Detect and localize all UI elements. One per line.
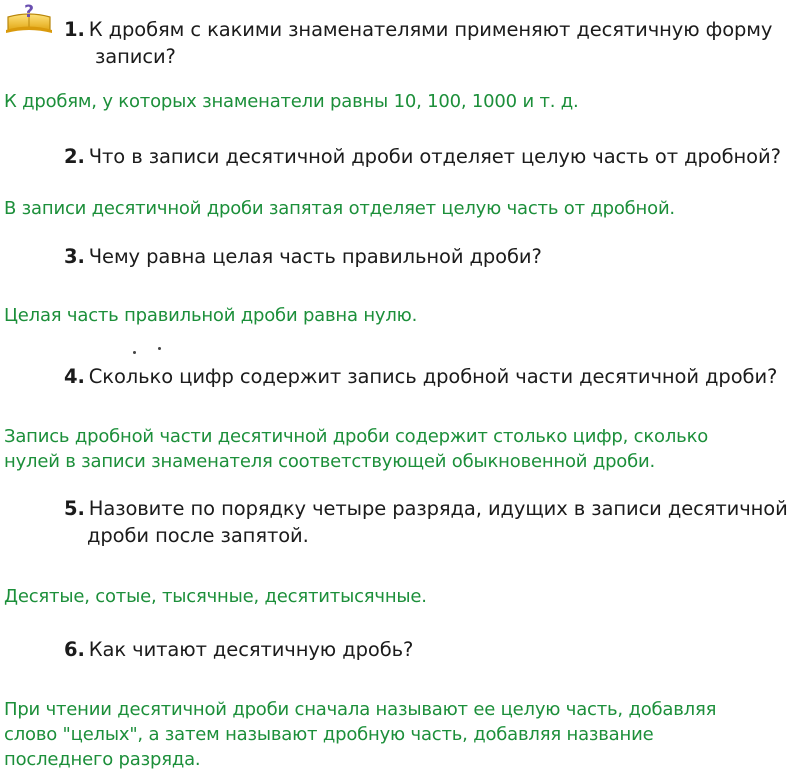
answer-text: Запись дробной части десятичной дроби содержит столько цифр, сколько [4,426,709,447]
answer-text: слово "целых", а затем называют дробную часть, добавляя название [4,724,654,745]
question-number: 2. [64,145,85,168]
answer-text: При чтении десятичной дроби сначала называют ее целую часть, добавляя [4,699,717,720]
question-number: 3. [64,245,85,268]
svg-text:?: ? [24,2,34,22]
answer-5 [4,584,427,609]
question-book-icon [2,2,56,36]
question-text: К дробям с какими знаменателями применяют десятичную форму [88,18,773,41]
question-number: 5. [64,497,85,520]
answer-6 [4,697,716,772]
answer-text: К дробям, у которых знаменатели равны 10, 100, 1000 и т. д. [4,91,579,112]
answer-text: Десятые, сотые, тысячные, десятитысячные. [4,586,427,607]
question-text: Что в записи десятичной дроби отделяет целую часть от дробной? [88,145,781,168]
answer-1 [4,89,579,114]
question-text: дроби после запятой. [87,524,309,547]
question-text: записи? [95,45,176,68]
question-6 [64,636,413,663]
question-number: 1. [64,18,85,41]
answer-2 [4,196,675,221]
answer-text: Целая часть правильной дроби равна нулю. [4,305,418,326]
question-1 [64,16,772,70]
question-number: 4. [64,365,85,388]
answer-text: последнего разряда. [4,749,201,770]
answer-text: В записи десятичной дроби запятая отделяет целую часть от дробной. [4,198,675,219]
question-2 [64,143,781,170]
answer-text: нулей в записи знаменателя соответствующей обыкновенной дроби. [4,451,656,472]
print-speck [133,351,136,354]
question-text: Как читают десятичную дробь? [88,638,414,661]
question-text: Сколько цифр содержит запись дробной части десятичной дроби? [88,365,778,388]
question-text: Назовите по порядку четыре разряда, идущих в записи десятичной [88,497,788,520]
question-5 [64,495,788,549]
question-number: 6. [64,638,85,661]
print-speck [158,347,161,350]
question-4 [64,363,777,390]
answer-4 [4,424,708,474]
answer-3 [4,303,417,328]
question-text: Чему равна целая часть правильной дроби? [88,245,542,268]
question-3 [64,243,542,270]
